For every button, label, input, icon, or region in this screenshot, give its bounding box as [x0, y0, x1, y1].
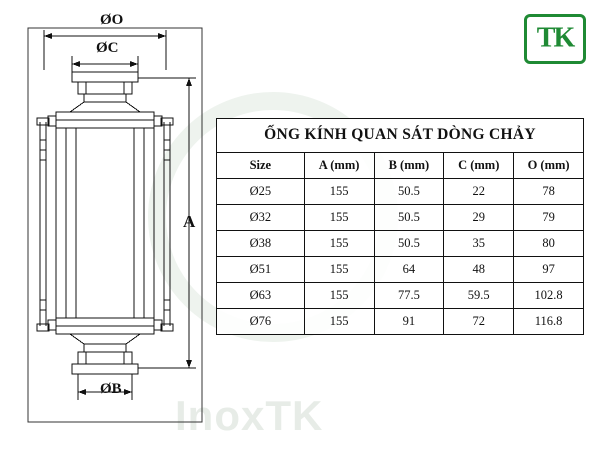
tk-logo	[524, 14, 586, 64]
column-header-o: O (mm)	[514, 153, 584, 179]
cell-o: 79	[514, 205, 584, 231]
cell-a: 155	[304, 257, 374, 283]
spec-table	[216, 118, 584, 335]
column-header-b: B (mm)	[374, 153, 444, 179]
cell-o: 78	[514, 179, 584, 205]
cell-size: Ø32	[217, 205, 305, 231]
cell-a: 155	[304, 231, 374, 257]
table-row	[217, 257, 584, 283]
cell-a: 155	[304, 283, 374, 309]
table-row	[217, 309, 584, 335]
dimension-label-c-diameter: ØC	[96, 40, 119, 56]
spec-table-title: ỐNG KÍNH QUAN SÁT DÒNG CHẢY	[216, 118, 584, 152]
table-header-row	[217, 153, 584, 179]
cell-c: 22	[444, 179, 514, 205]
watermark-text: InoxTK	[175, 392, 324, 439]
spec-table-container	[216, 118, 584, 335]
tk-logo-text: TK	[536, 22, 574, 54]
column-header-a: A (mm)	[304, 153, 374, 179]
cell-c: 59.5	[444, 283, 514, 309]
cell-size: Ø25	[217, 179, 305, 205]
cell-size: Ø51	[217, 257, 305, 283]
table-row	[217, 179, 584, 205]
dimension-label-a-length: A	[183, 212, 196, 231]
cell-c: 72	[444, 309, 514, 335]
cell-size: Ø38	[217, 231, 305, 257]
cell-b: 64	[374, 257, 444, 283]
cell-b: 50.5	[374, 205, 444, 231]
cell-a: 155	[304, 309, 374, 335]
table-row	[217, 283, 584, 309]
cell-o: 80	[514, 231, 584, 257]
cell-o: 116.8	[514, 309, 584, 335]
cell-size: Ø76	[217, 309, 305, 335]
cell-a: 155	[304, 179, 374, 205]
table-row	[217, 205, 584, 231]
dimension-label-b-diameter: ØB	[100, 381, 122, 397]
cell-c: 29	[444, 205, 514, 231]
column-header-size: Size	[217, 153, 305, 179]
column-header-c: C (mm)	[444, 153, 514, 179]
table-row	[217, 231, 584, 257]
cell-size: Ø63	[217, 283, 305, 309]
cell-a: 155	[304, 205, 374, 231]
cell-o: 97	[514, 257, 584, 283]
cell-o: 102.8	[514, 283, 584, 309]
cell-c: 48	[444, 257, 514, 283]
cell-b: 77.5	[374, 283, 444, 309]
dimension-label-outer-diameter: ØO	[100, 12, 124, 28]
cell-b: 50.5	[374, 231, 444, 257]
cell-c: 35	[444, 231, 514, 257]
cell-b: 91	[374, 309, 444, 335]
cell-b: 50.5	[374, 179, 444, 205]
